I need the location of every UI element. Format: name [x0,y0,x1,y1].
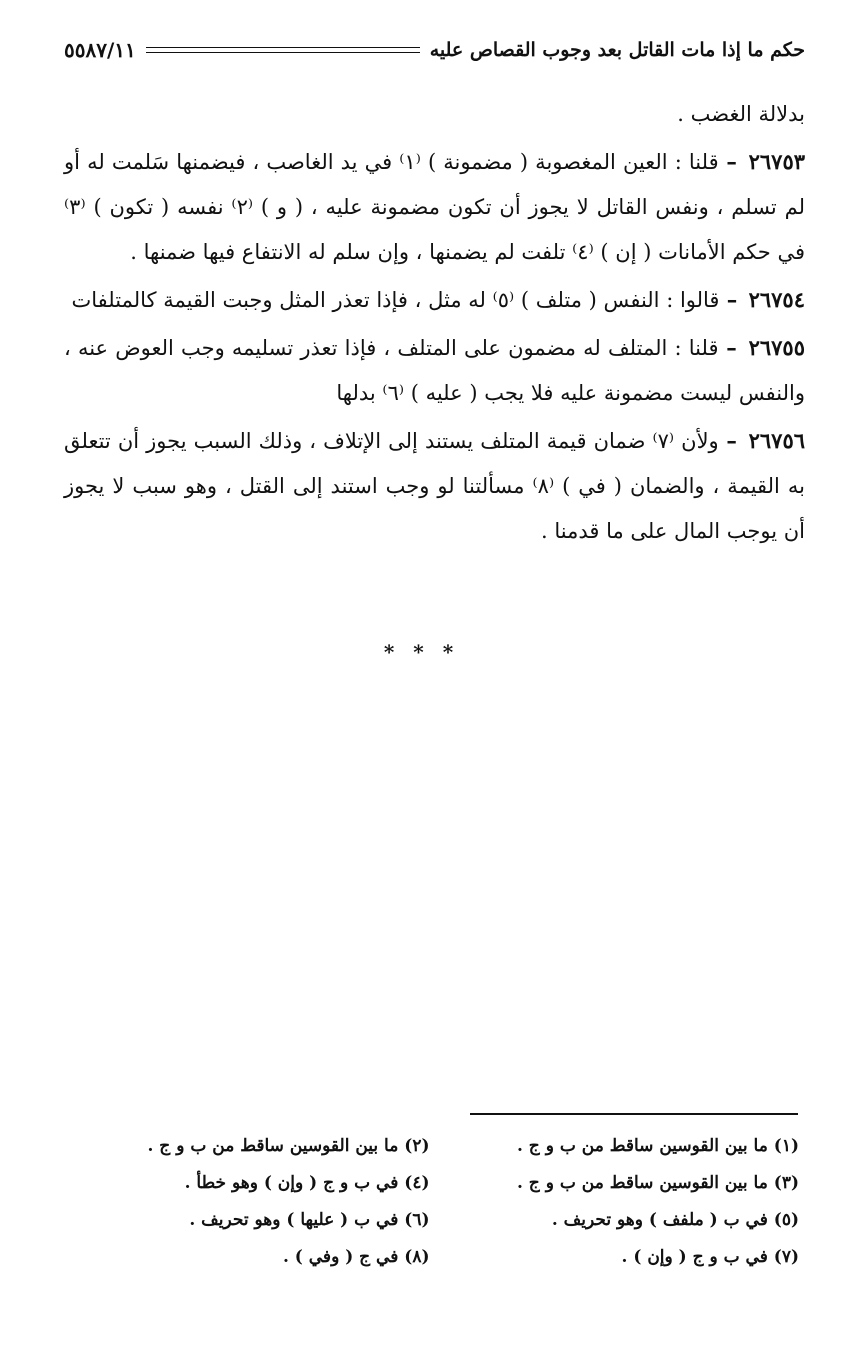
footnote-item: (٥) في ب ( ملفف ) وهو تحريف . [551,1210,799,1230]
footnote-item: (٧) في ب و ج ( وإن ) . [621,1247,799,1267]
paragraph-text: بدلالة الغضب . [677,102,805,126]
header-title: حكم ما إذا مات القاتل بعد وجوب القصاص عليه [429,39,805,61]
running-header [64,30,805,70]
paragraph: ٢٦٧٥٦ – ولأن ⁽٧⁾ ضمان قيمة المتلف يستند إلى الإتلاف ، وذلك السبب يجوز أن تتعلق به القيمة ، والضمان ( في ) ⁽٨⁾ مسألتنا لو وجب استند إلى القتل ، وهو سبب لا يجوز أن يوجب المال على ما قدمنا . [64,428,806,543]
paragraph-text: قلنا : المتلف له مضمون على المتلف ، فإذا تعذر تسليمه وجب العوض عنه ، والنفس ليست مضمونة عليه فلا يجب ( عليه ) ⁽٦⁾ بدلها [64,336,805,405]
paragraph [64,92,805,137]
main-text [64,92,805,556]
footnote-rule [470,1113,798,1115]
footnote-item: (٤) في ب و ج ( وإن ) وهو خطأ . [184,1173,430,1193]
paragraph-text: ولأن ⁽٧⁾ ضمان قيمة المتلف يستند إلى الإتلاف ، وذلك السبب يجوز أن تتعلق به القيمة ، والضمان ( في ) ⁽٨⁾ مسألتنا لو وجب استند إلى القتل ، وهو سبب لا يجوز أن يوجب المال على ما قدمنا . [64,429,805,543]
paragraph-text: قلنا : العين المغصوبة ( مضمونة ) ⁽١⁾ في يد الغاصب ، فيضمنها سَلمت له أو لم تسلم ، ونفس القاتل لا يجوز أن تكون مضمونة عليه ، ( و ) ⁽٢⁾ نفسه ( تكون ) ⁽٣⁾ في حكم الأمانات ( إن ) ⁽٤⁾ تلفت لم يضمنها ، وإن سلم له الانتفاع فيها ضمنها . [64,150,805,264]
paragraph-text: قالوا : النفس ( متلف ) ⁽٥⁾ له مثل ، فإذا تعذر المثل وجبت القيمة كالمتلفات [71,288,720,312]
paragraph: ٢٦٧٥٤ – قالوا : النفس ( متلف ) ⁽٥⁾ له مثل ، فإذا تعذر المثل وجبت القيمة كالمتلفات [71,287,805,312]
footnotes [60,1128,799,1276]
footnote-item: (٣) ما بين القوسين ساقط من ب و ج . [516,1173,799,1193]
paragraph-number: ٢٦٧٥٤ [748,287,805,312]
footnote-item: (١) ما بين القوسين ساقط من ب و ج . [516,1136,799,1156]
paragraph-number: ٢٦٧٥٣ [748,149,806,174]
header-page-number: ٥٥٨٧/١١ [64,38,136,62]
paragraph-number: ٢٦٧٥٦ [748,428,806,453]
header-double-rule [146,47,420,53]
footnote-item: (٨) في ج ( وفي ) . [282,1247,430,1267]
footnote-item: (٦) في ب ( عليها ) وهو تحريف . [189,1210,430,1230]
paragraph: ٢٦٧٥٥ – قلنا : المتلف له مضمون على المتلف ، فإذا تعذر تسليمه وجب العوض عنه ، والنفس ليست مضمونة عليه فلا يجب ( عليه ) ⁽٦⁾ بدلها [64,335,805,405]
section-divider-stars: * * * [383,640,460,664]
paragraph: ٢٦٧٥٣ – قلنا : العين المغصوبة ( مضمونة ) ⁽١⁾ في يد الغاصب ، فيضمنها سَلمت له أو لم تسلم ، ونفس القاتل لا يجوز أن تكون مضمونة عليه ، ( و ) ⁽٢⁾ نفسه ( تكون ) ⁽٣⁾ في حكم الأمانات ( إن ) ⁽٤⁾ تلفت لم يضمنها ، وإن سلم له الانتفاع فيها ضمنها . [64,149,806,264]
footnote-item: (٢) ما بين القوسين ساقط من ب و ج . [147,1136,430,1156]
paragraph-number: ٢٦٧٥٥ [748,335,805,360]
